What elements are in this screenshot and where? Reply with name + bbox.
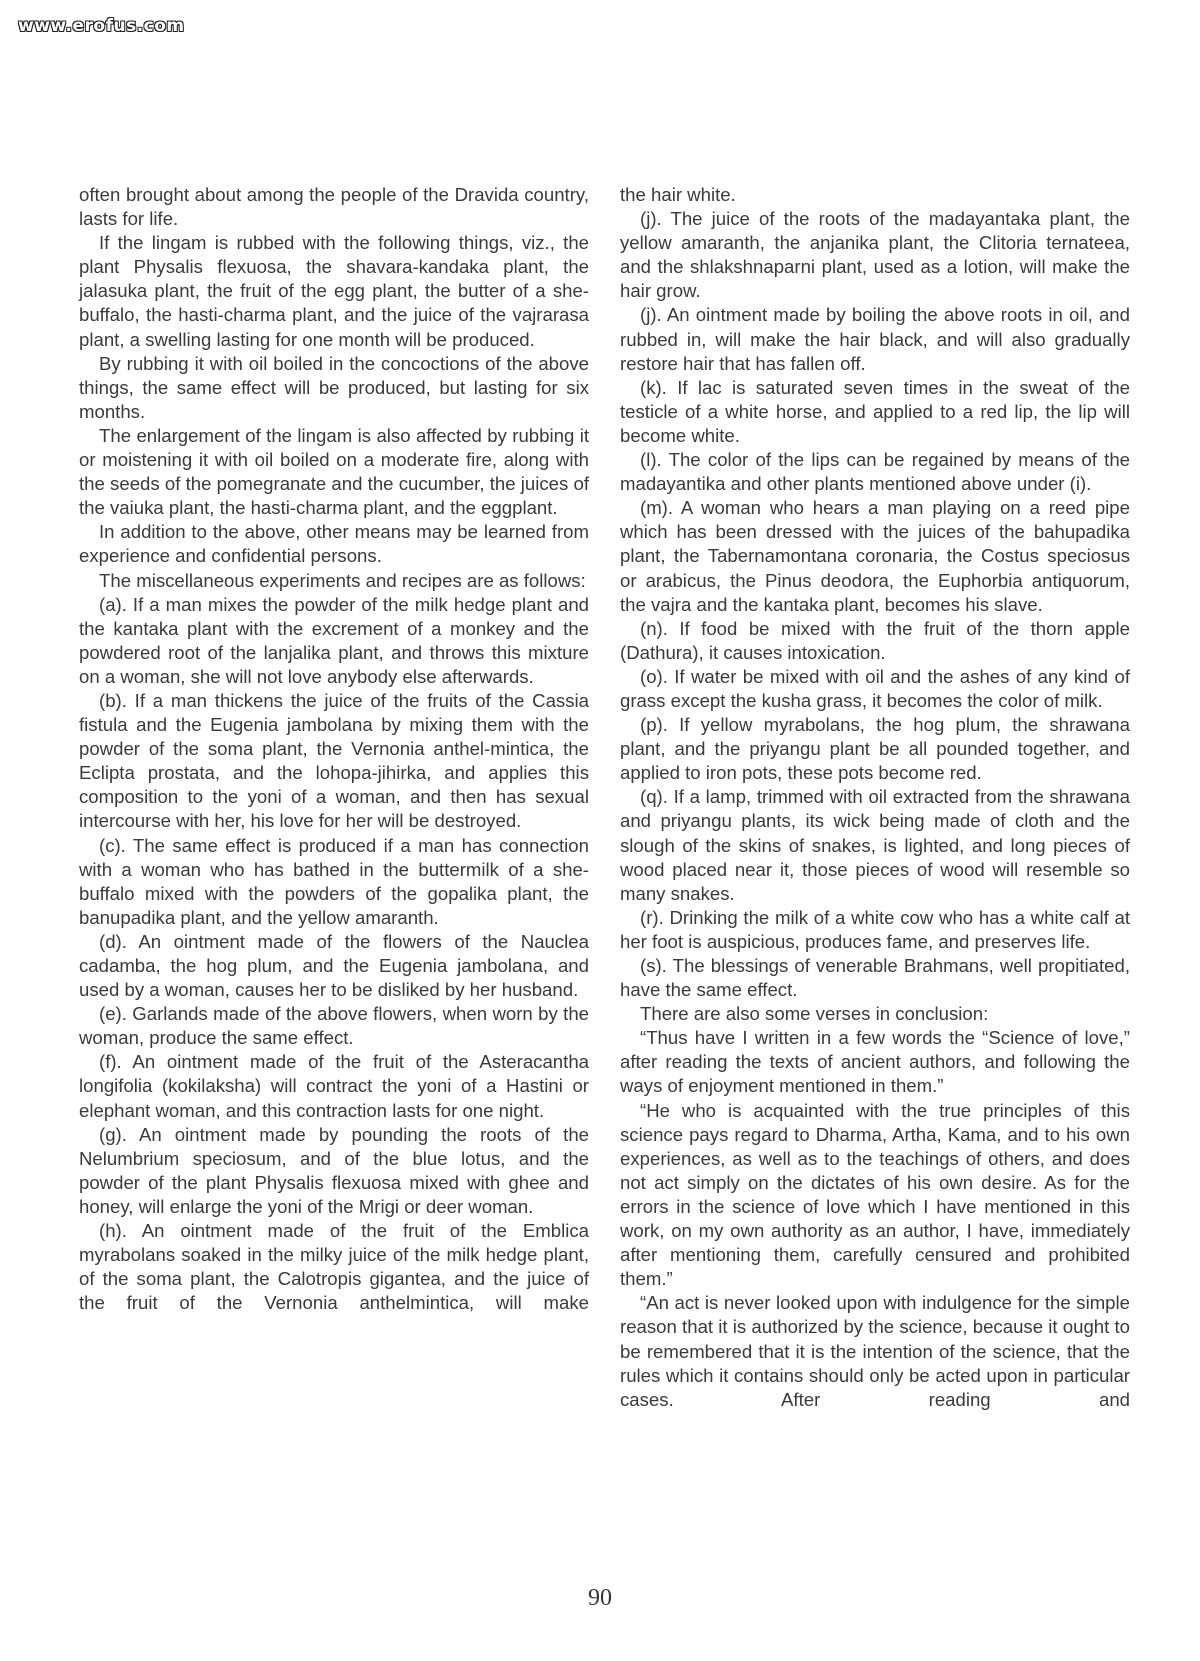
recipe-d: (d). An ointment made of the flowers of the Nauclea cadamba, the hog plum, and the Eugenia jambolana, and used by a woman, causes her to be disliked by her husband.: [79, 930, 589, 1001]
paragraph: There are also some verses in conclusion:: [640, 1003, 989, 1025]
recipe-c: (c). The same effect is produced if a man has connection with a woman who has bathed in the buttermilk of a she-buffalo mixed with the powders of the gopalika plant, the banupadika plant, and the yellow amaranth.: [79, 834, 589, 928]
paragraph: the hair white.: [620, 184, 736, 205]
recipe-a: (a). If a man mixes the powder of the milk hedge plant and the kantaka plant with the excrement of a monkey and the powdered root of the lanjalika plant, and throws this mixture on a woman, she will not love anybody else afterwards.: [79, 593, 589, 687]
paragraph: In addition to the above, other means may be learned from experience and confidential persons.: [79, 521, 589, 567]
paragraph: The miscellaneous experiments and recipes are as follows:: [99, 569, 586, 591]
recipe-j: (j). The juice of the roots of the madayantaka plant, the yellow amaranth, the anjanika plant, the Clitoria ternateea, and the shlakshnaparni plant, used as a lotion, will make the hair grow.: [620, 208, 1130, 302]
recipe-n: (n). If food be mixed with the fruit of the thorn apple (Dathura), it causes intoxication.: [620, 617, 1130, 663]
recipe-l: (l). The color of the lips can be regained by means of the madayantika and other plants mentioned above under (i).: [620, 449, 1130, 495]
page-number: 90: [588, 1585, 612, 1611]
recipe-k: (k). If lac is saturated seven times in the sweat of the testicle of a white horse, and applied to a red lip, the lip will become white.: [620, 376, 1130, 446]
recipe-h: (h). An ointment made of the fruit of the Emblica myrabolans soaked in the milky juice of the milk hedge plant, of the soma plant, the Calotropis gigantea, and the juice of the fruit of the Vernonia anthelmintica, will make: [79, 1220, 589, 1314]
recipe-f: (f). An ointment made of the fruit of the Asteracantha longifolia (kokilaksha) will contract the yoni of a Hastini or elephant woman, and this contraction lasts for one night.: [79, 1051, 589, 1121]
paragraph: often brought about among the people of the Dravida country, lasts for life.: [79, 184, 589, 230]
verse: “An act is never looked upon with indulgence for the simple reason that it is authorized by the science, because it ought to be remembered that it is the intention of the science, that the rules which it contains should only be acted upon in particular cases. After reading and: [620, 1292, 1130, 1410]
watermark: www.erofus.com: [18, 16, 185, 36]
paragraph: If the lingam is rubbed with the following things, viz., the plant Physalis flexuosa, the shavara-kandaka plant, the jalasuka plant, the fruit of the egg plant, the butter of a she-buffalo, the hasti-charma plant, and the juice of the vajrarasa plant, a swelling lasting for one month will be produced.: [79, 232, 589, 350]
verse: “Thus have I written in a few words the “Science of love,” after reading the texts of ancient authors, and following the ways of enjoyment mentioned in them.”: [620, 1027, 1130, 1097]
recipe-e: (e). Garlands made of the above flowers, when worn by the woman, produce the same effect.: [79, 1003, 589, 1049]
recipe-p: (p). If yellow myrabolans, the hog plum, the shrawana plant, and the priyangu plant be all pounded together, and applied to iron pots, these pots become red.: [620, 714, 1130, 784]
recipe-j2: (j). An ointment made by boiling the above roots in oil, and rubbed in, will make the hair black, and will also gradually restore hair that has fallen off.: [620, 304, 1130, 374]
recipe-m: (m). A woman who hears a man playing on a reed pipe which has been dressed with the juices of the bahupadika plant, the Tabernamontana coronaria, the Costus speciosus or arabicus, the Pinus deodora, the Euphorbia antiquorum, the vajra and the kantaka plant, becomes his slave.: [620, 497, 1130, 615]
verse: “He who is acquainted with the true principles of this science pays regard to Dharma, Artha, Kama, and to his own experiences, as well as to the teachings of others, and does not act simply on the dictates of his own desire. As for the errors in the science of love which I have mentioned in this work, on my own authority as an author, I have, immediately after mentioning them, carefully censured and prohibited them.”: [620, 1099, 1130, 1290]
left-column: [79, 183, 589, 1315]
recipe-b: (b). If a man thickens the juice of the fruits of the Cassia fistula and the Eugenia jambolana by mixing them with the powder of the soma plant, the Vernonia anthel-mintica, the Eclipta prostata, and the lohopa-jihirka, and applies this composition to the yoni of a woman, and then has sexual intercourse with her, his love for her will be destroyed.: [79, 689, 589, 832]
right-column: [620, 183, 1130, 1412]
recipe-g: (g). An ointment made by pounding the roots of the Nelumbrium speciosum, and of the blue lotus, and the powder of the plant Physalis flexuosa mixed with ghee and honey, will enlarge the yoni of the Mrigi or deer woman.: [79, 1123, 589, 1217]
recipe-q: (q). If a lamp, trimmed with oil extracted from the shrawana and priyangu plants, its wick being made of cloth and the slough of the skins of snakes, is lighted, and long pieces of wood placed near it, those pieces of wood will resemble so many snakes.: [620, 786, 1130, 904]
recipe-o: (o). If water be mixed with oil and the ashes of any kind of grass except the kusha grass, it becomes the color of milk.: [620, 665, 1130, 711]
recipe-s: (s). The blessings of venerable Brahmans, well propitiated, have the same effect.: [620, 955, 1130, 1001]
recipe-r: (r). Drinking the milk of a white cow who has a white calf at her foot is auspicious, produces fame, and preserves life.: [620, 906, 1130, 952]
paragraph: By rubbing it with oil boiled in the concoctions of the above things, the same effect will be produced, but lasting for six months.: [79, 352, 589, 422]
paragraph: The enlargement of the lingam is also affected by rubbing it or moistening it with oil boiled on a moderate fire, along with the seeds of the pomegranate and the cucumber, the juices of the vaiuka plant, the hasti-charma plant, and the eggplant.: [79, 424, 589, 519]
